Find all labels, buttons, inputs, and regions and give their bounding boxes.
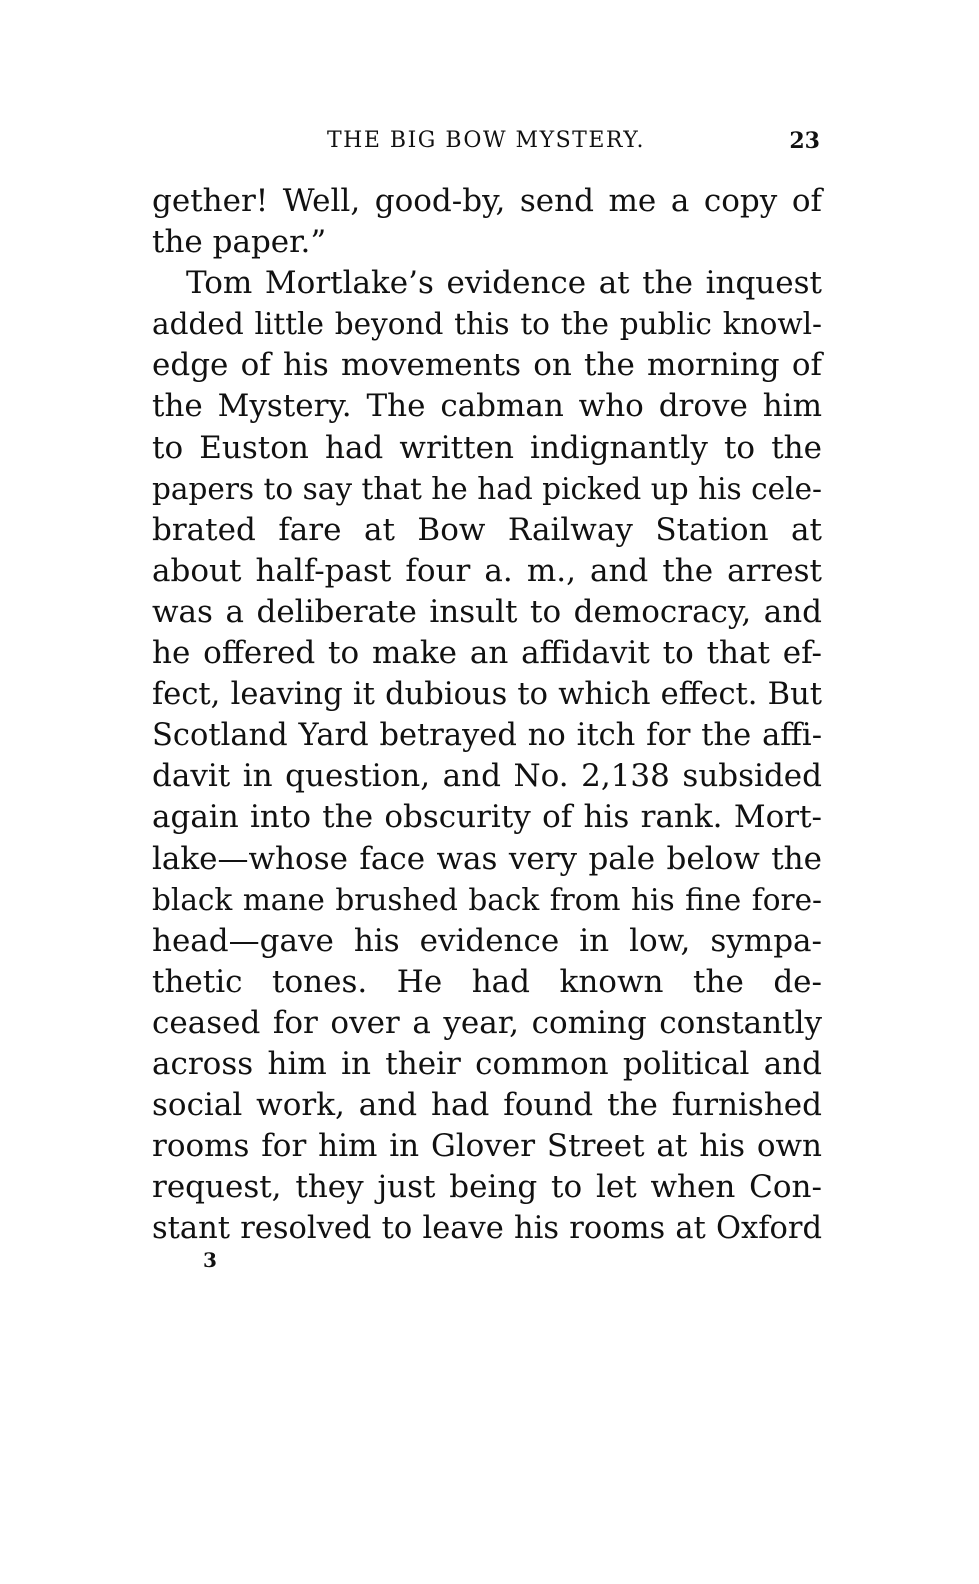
text-line: again into the obscurity of his rank. Mort- [152,799,822,836]
text-line: to Euston had written indignantly to the [152,429,822,466]
text-line: head—gave his evidence in low, sympa- [152,922,822,959]
text-line: he offered to make an affidavit to that ef- [152,635,822,672]
text-line: stant resolved to leave his rooms at Oxford [152,1211,822,1247]
text-line: added little beyond this to the public knowl- [152,307,822,342]
text-line: davit in question, and No. 2,138 subsided [152,758,822,795]
text-line: request, they just being to let when Con- [152,1169,822,1206]
text-line: Tom Mortlake’s evidence at the inquest [186,265,822,302]
running-head [152,120,820,160]
page-number: 23 [789,128,820,154]
text-line: lake—whose face was very pale below the [152,840,822,877]
text-line: the paper.” [152,224,327,261]
text-line: across him in their common political and [152,1045,822,1082]
text-line: about half-past four a. m., and the arrest [152,552,822,589]
text-line: gether! Well, good-by, send me a copy of [152,183,822,219]
body-text [152,181,822,1249]
text-line: was a deliberate insult to democracy, and [152,593,822,630]
text-line: fect, leaving it dubious to which effect. But [152,677,822,713]
text-line: Scotland Yard betrayed no itch for the affi- [152,718,822,754]
text-line: the Mystery. The cabman who drove him [152,388,822,425]
running-title: THE BIG BOW MYSTERY. [327,128,645,153]
text-line: thetic tones. He had known the de- [152,963,822,1000]
text-line: ceased for over a year, coming constantly [152,1004,822,1041]
signature-mark: 3 [203,1248,217,1272]
text-line: brated fare at Bow Railway Station at [152,511,822,548]
text-line: black mane brushed back from his fine fore- [152,882,822,917]
text-line: rooms for him in Glover Street at his own [152,1128,822,1165]
text-line: social work, and had found the furnished [152,1087,822,1124]
text-line: edge of his movements on the morning of [152,347,822,384]
text-line: papers to say that he had picked up his cele- [152,471,822,506]
